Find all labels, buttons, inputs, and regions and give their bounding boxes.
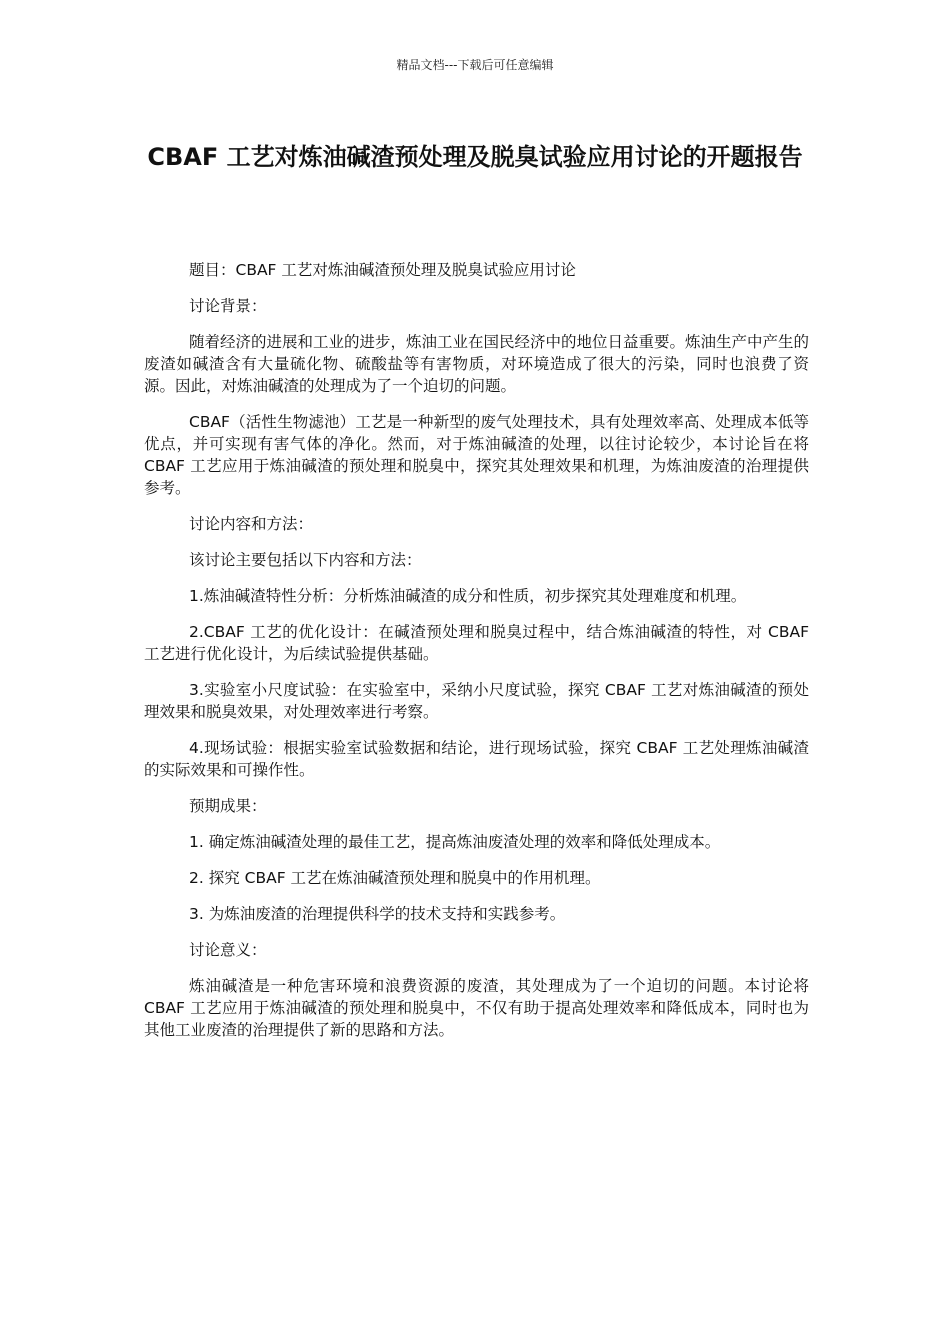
expected-result-3: 3. 为炼油废渣的治理提供科学的技术支持和实践参考。 — [189, 905, 566, 923]
header-note: 精品文档---下载后可任意编辑 — [396, 58, 554, 72]
topic-line: 题目：CBAF 工艺对炼油碱渣预处理及脱臭试验应用讨论 — [189, 261, 576, 279]
document-title: CBAF 工艺对炼油碱渣预处理及脱臭试验应用讨论的开题报告 — [147, 143, 803, 171]
content-methods-intro: 该讨论主要包括以下内容和方法： — [189, 551, 422, 569]
section-heading-expected-results: 预期成果： — [189, 797, 267, 815]
significance-paragraph: 炼油碱渣是一种危害环境和浪费资源的废渣，其处理成为了一个迫切的问题。本讨论将 CBAF 工艺应用于炼油碱渣的预处理和脱臭中，不仅有助于提高处理效率和降低成本，同时也为其他工业废渣的治理提供了新的思路和方法。 — [144, 977, 809, 1039]
section-heading-content-methods: 讨论内容和方法： — [189, 515, 314, 533]
method-item-2: 2.CBAF 工艺的优化设计：在碱渣预处理和脱臭过程中，结合炼油碱渣的特性，对 CBAF 工艺进行优化设计，为后续试验提供基础。 — [144, 623, 809, 663]
document-body — [144, 259, 809, 1055]
background-paragraph-2: CBAF（活性生物滤池）工艺是一种新型的废气处理技术，具有处理效率高、处理成本低等优点，并可实现有害气体的净化。然而，对于炼油碱渣的处理，以往讨论较少，本讨论旨在将 CBAF 工艺应用于炼油碱渣的预处理和脱臭中，探究其处理效果和机理，为炼油废渣的治理提供参考。 — [144, 413, 809, 497]
section-heading-significance: 讨论意义： — [189, 941, 267, 959]
method-item-3: 3.实验室小尺度试验：在实验室中，采纳小尺度试验，探究 CBAF 工艺对炼油碱渣的预处理效果和脱臭效果，对处理效率进行考察。 — [144, 681, 809, 721]
section-heading-background: 讨论背景： — [189, 297, 267, 315]
method-item-4: 4.现场试验：根据实验室试验数据和结论，进行现场试验，探究 CBAF 工艺处理炼油碱渣的实际效果和可操作性。 — [144, 739, 809, 779]
background-paragraph-1: 随着经济的进展和工业的进步，炼油工业在国民经济中的地位日益重要。炼油生产中产生的废渣如碱渣含有大量硫化物、硫酸盐等有害物质，对环境造成了很大的污染，同时也浪费了资源。因此，对炼油碱渣的处理成为了一个迫切的问题。 — [144, 333, 810, 395]
expected-result-1: 1. 确定炼油碱渣处理的最佳工艺，提高炼油废渣处理的效率和降低处理成本。 — [189, 833, 721, 851]
method-item-1: 1.炼油碱渣特性分析：分析炼油碱渣的成分和性质，初步探究其处理难度和机理。 — [189, 587, 747, 605]
expected-result-2: 2. 探究 CBAF 工艺在炼油碱渣预处理和脱臭中的作用机理。 — [189, 869, 601, 887]
